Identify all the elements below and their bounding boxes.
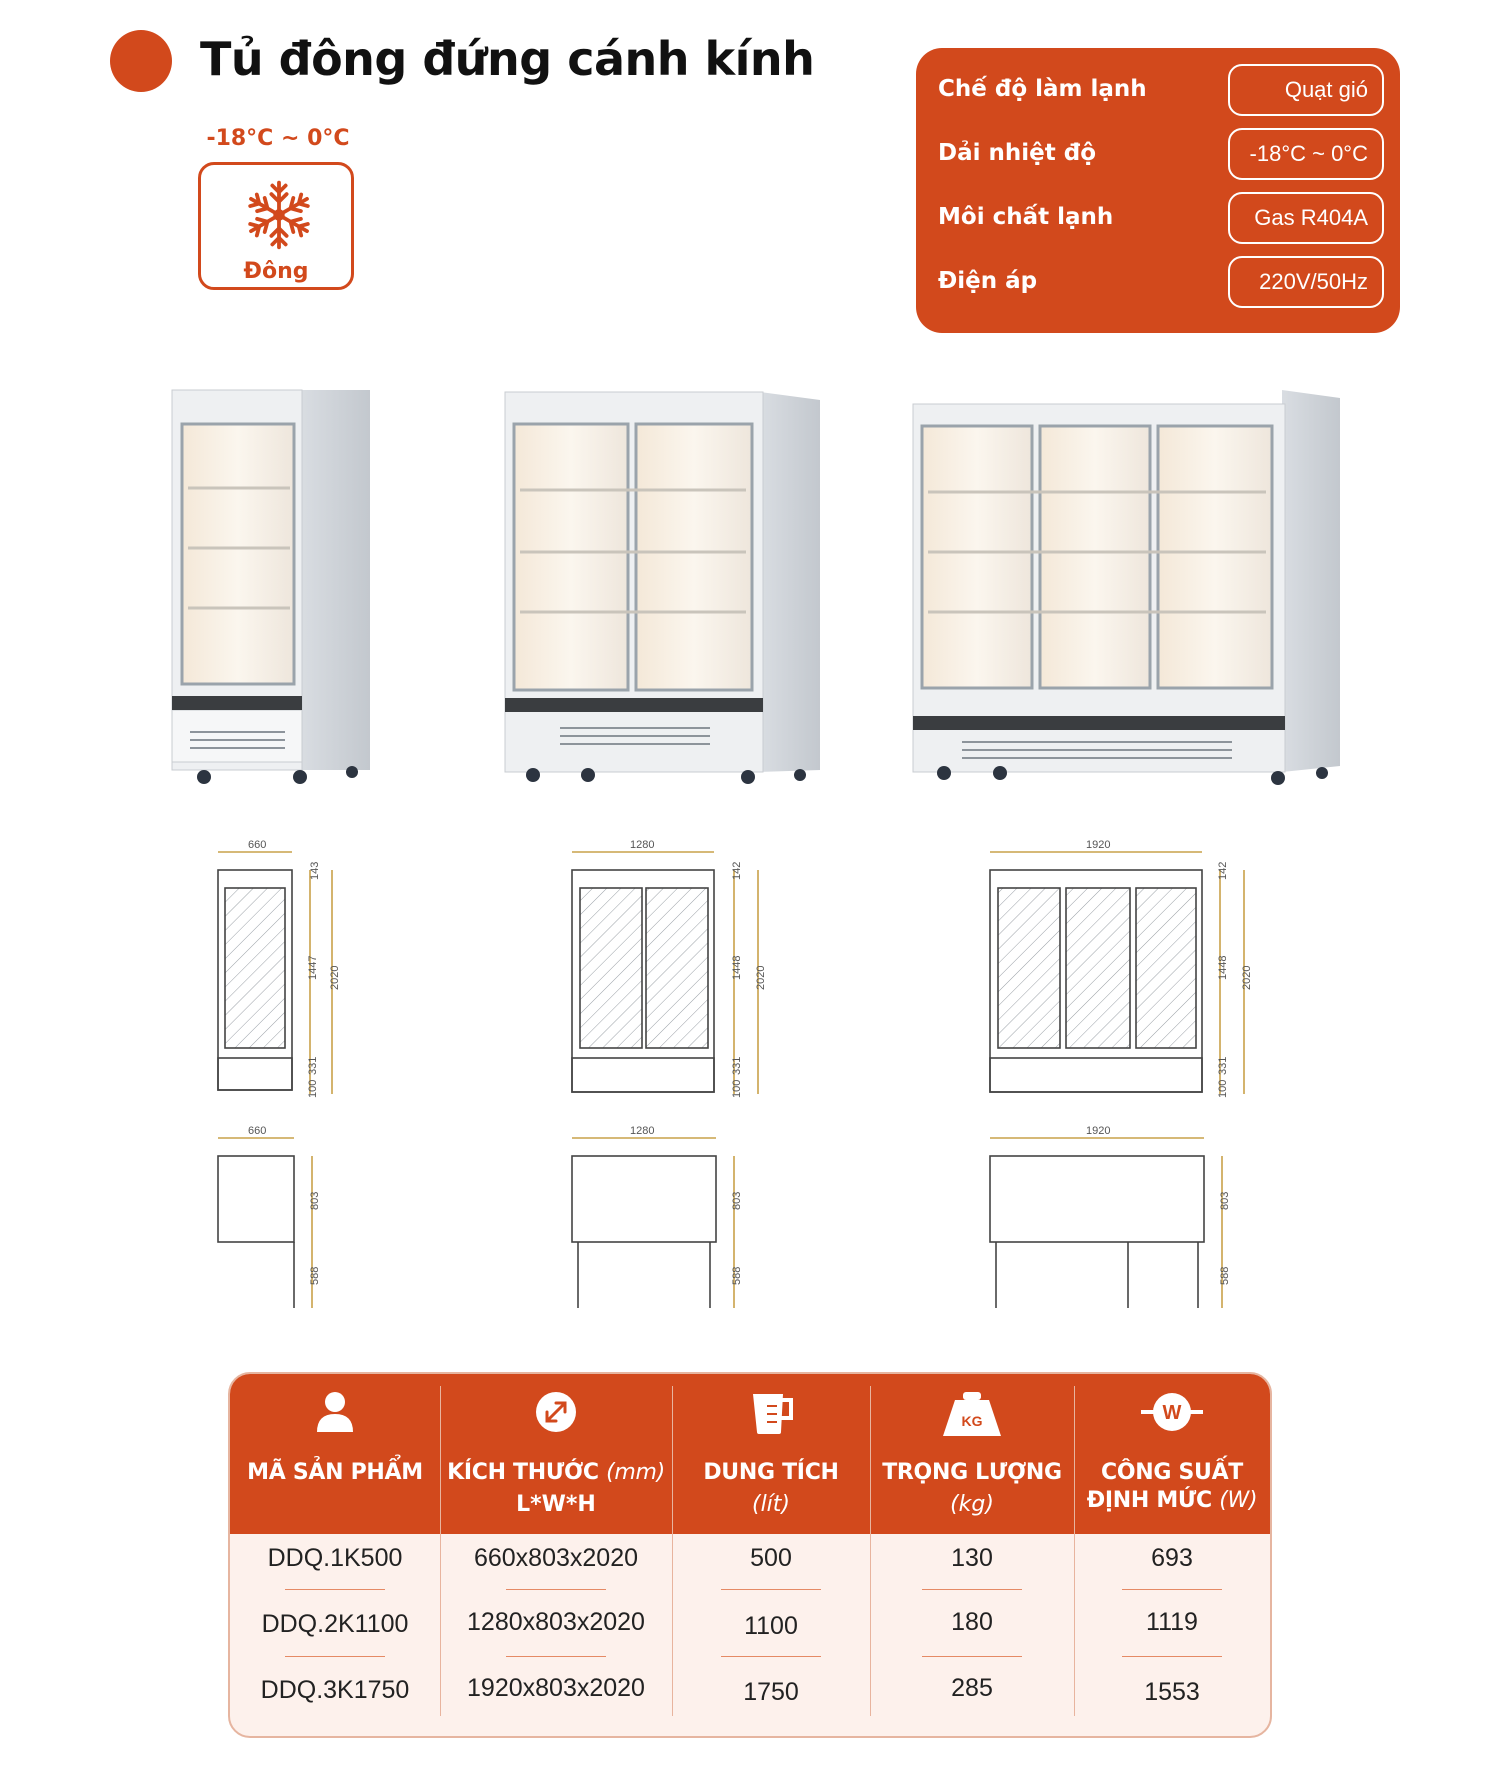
dim-top-1-width: 660 — [248, 1125, 267, 1137]
top-drawing-3 — [990, 1138, 1222, 1308]
brand-dot — [110, 30, 172, 92]
cell-size: 1280x803x2020 — [467, 1608, 645, 1636]
spec-label: Điện áp — [938, 268, 1038, 294]
header-size-line2 — [440, 1492, 672, 1517]
header-capacity-title: DUNG TÍCH — [703, 1460, 839, 1485]
weight-kg-icon — [941, 1390, 1003, 1438]
dim-front-1-top: 143 — [309, 861, 321, 880]
cell-capacity: 1750 — [743, 1678, 799, 1706]
dim-front-2-feet: 100 — [731, 1079, 743, 1098]
dim-front-2-top: 142 — [731, 861, 743, 880]
dim-top-2-swing: 588 — [731, 1266, 743, 1285]
header-size-unit: (mm) — [606, 1460, 665, 1485]
header-capacity — [672, 1374, 870, 1534]
mode-name: Đông — [243, 259, 309, 284]
header-capacity-unit: (lít) — [751, 1492, 791, 1517]
dim-front-2-width: 1280 — [630, 839, 655, 851]
dim-front-1-feet: 100 — [307, 1079, 319, 1098]
top-drawing-2 — [572, 1138, 734, 1308]
table-header — [230, 1374, 1270, 1534]
spec-value: -18°C ~ 0°C — [1228, 128, 1384, 180]
header-size-line1: KÍCH THƯỚC — [447, 1460, 599, 1485]
header-size — [440, 1374, 672, 1534]
cell-weight: 180 — [951, 1608, 993, 1636]
spec-label: Môi chất lạnh — [938, 204, 1114, 230]
dim-front-3-top: 142 — [1217, 861, 1229, 880]
dim-front-1-total: 2020 — [329, 965, 341, 990]
cell-weight: 130 — [951, 1544, 993, 1572]
temperature-range-label: -18°C ~ 0°C — [206, 126, 350, 151]
dim-front-1-door: 1447 — [307, 955, 319, 980]
row-separator — [1122, 1589, 1222, 1590]
spec-row-refrigerant — [916, 192, 1400, 246]
top-drawing-1 — [218, 1138, 312, 1308]
dim-top-2-width: 1280 — [630, 1125, 655, 1137]
cell-capacity: 1100 — [744, 1612, 798, 1640]
cell-model: DDQ.2K1100 — [261, 1610, 409, 1638]
dim-top-1-depth: 803 — [309, 1191, 321, 1210]
power-icon-text: W — [1162, 1402, 1182, 1424]
spec-value: 220V/50Hz — [1228, 256, 1384, 308]
person-icon — [315, 1390, 355, 1434]
header-power-unit: (W) — [1219, 1488, 1258, 1513]
fridge-1-door-image — [172, 390, 370, 784]
spec-row-voltage — [916, 256, 1400, 310]
row-separator — [285, 1656, 385, 1657]
row-separator — [721, 1589, 821, 1590]
cell-power: 693 — [1151, 1544, 1193, 1572]
product-table — [228, 1372, 1272, 1738]
dim-front-3-door: 1448 — [1217, 955, 1229, 980]
row-separator — [721, 1656, 821, 1657]
dim-front-1-width: 660 — [248, 839, 267, 851]
row-separator — [506, 1589, 606, 1590]
dim-front-2-door: 1448 — [731, 955, 743, 980]
fridge-2-door-image — [505, 392, 820, 784]
row-separator — [922, 1656, 1022, 1657]
spec-row-temperature-range — [916, 128, 1400, 182]
dim-top-3-swing: 588 — [1219, 1266, 1231, 1285]
cell-power: 1553 — [1144, 1678, 1200, 1706]
cell-weight: 285 — [951, 1674, 993, 1702]
dim-front-3-feet: 100 — [1217, 1079, 1229, 1098]
page-title: Tủ đông đứng cánh kính — [200, 32, 815, 86]
fridge-3-door-image — [913, 390, 1340, 785]
row-separator — [1122, 1656, 1222, 1657]
resize-arrows-icon — [534, 1390, 578, 1434]
power-watt-icon — [1141, 1390, 1203, 1434]
header-weight — [870, 1374, 1074, 1534]
header-power-line2 — [1074, 1488, 1270, 1513]
header-power — [1074, 1374, 1270, 1534]
header-power-title: CÔNG SUẤT — [1100, 1460, 1244, 1485]
dim-front-2-total: 2020 — [755, 965, 767, 990]
dim-front-2-bottom: 331 — [731, 1056, 743, 1075]
row-separator — [285, 1589, 385, 1590]
spec-panel — [916, 48, 1400, 333]
dim-top-3-width: 1920 — [1086, 1125, 1111, 1137]
header-model-title: MÃ SẢN PHẨM — [247, 1460, 423, 1485]
dim-top-3-depth: 803 — [1219, 1191, 1231, 1210]
cell-size: 1920x803x2020 — [467, 1674, 645, 1702]
dim-front-3-width: 1920 — [1086, 839, 1111, 851]
freeze-mode-badge — [198, 162, 354, 290]
header-weight-unit: (kg) — [950, 1492, 994, 1517]
cell-size: 660x803x2020 — [473, 1544, 639, 1572]
spec-label: Chế độ làm lạnh — [938, 76, 1147, 102]
cell-capacity: 500 — [750, 1544, 792, 1572]
spec-label: Dải nhiệt độ — [938, 140, 1097, 166]
spec-row-cooling-mode — [916, 64, 1400, 118]
dim-top-1-swing: 588 — [309, 1266, 321, 1285]
dim-top-2-depth: 803 — [731, 1191, 743, 1210]
weight-icon-text: KG — [961, 1413, 983, 1429]
header-power-rated: ĐỊNH MỨC — [1086, 1488, 1212, 1513]
cell-model: DDQ.3K1750 — [260, 1676, 410, 1704]
spec-value: Gas R404A — [1228, 192, 1384, 244]
cell-model: DDQ.1K500 — [267, 1544, 403, 1572]
header-size-title — [440, 1460, 672, 1485]
row-separator — [922, 1589, 1022, 1590]
header-weight-title: TRỌNG LƯỢNG — [882, 1460, 1062, 1485]
cell-power: 1119 — [1146, 1608, 1198, 1636]
dim-front-1-bottom: 331 — [307, 1056, 319, 1075]
product-illustrations — [0, 380, 1500, 800]
measuring-cup-icon — [749, 1390, 793, 1436]
header-model — [230, 1374, 440, 1534]
dim-front-3-bottom: 331 — [1217, 1056, 1229, 1075]
row-separator — [506, 1656, 606, 1657]
snowflake-icon — [241, 175, 317, 255]
technical-drawings — [0, 830, 1500, 1330]
spec-value: Quạt gió — [1228, 64, 1384, 116]
dim-front-3-total: 2020 — [1241, 965, 1253, 990]
header-size-format: L*W*H — [516, 1492, 596, 1517]
front-drawing-3 — [990, 852, 1244, 1094]
